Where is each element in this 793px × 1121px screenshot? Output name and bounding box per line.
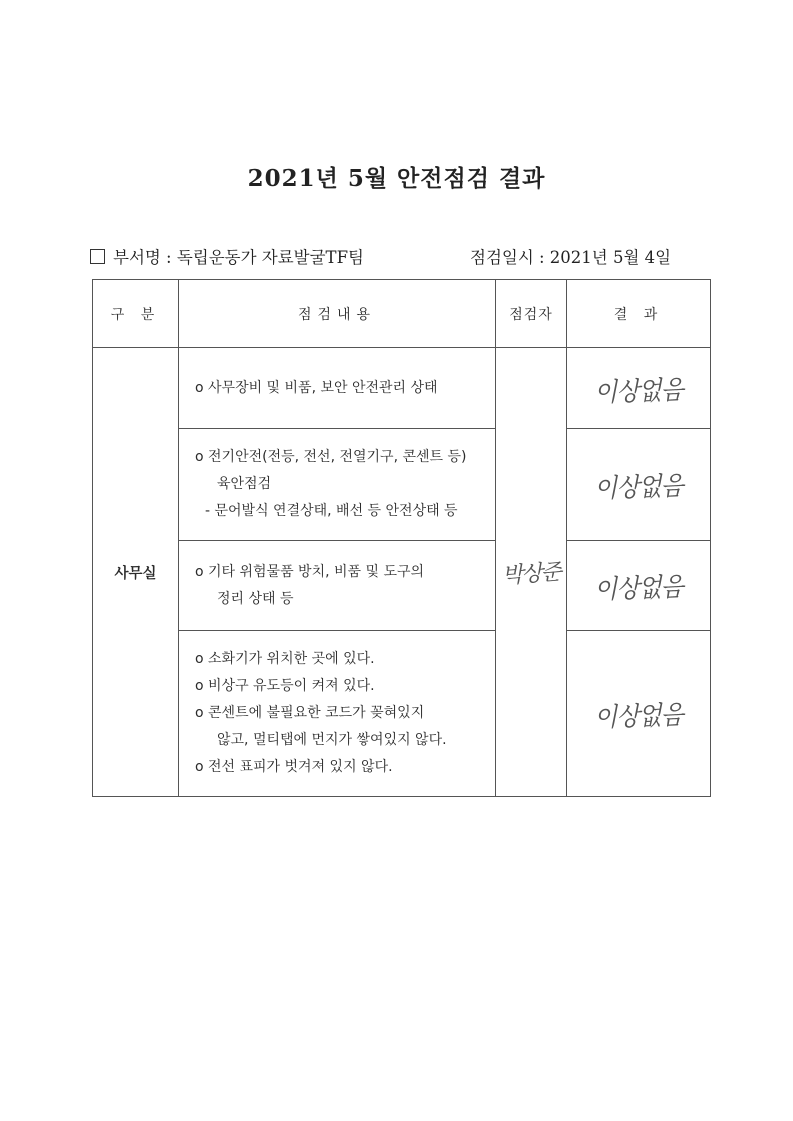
result-cell [567,348,711,429]
table-row [93,541,711,631]
inspector-signature: 박상준 [501,559,561,589]
header-content: 점검내용 [179,280,496,348]
header-inspector: 점검자 [496,280,567,348]
content-line: 않고, 멀티탭에 먼지가 쌓여있지 않다. [217,732,447,748]
content-line: o 비상구 유도등이 켜져 있다. [195,678,375,694]
department-label: 부서명 : 독립운동가 자료발굴TF팀 [113,248,364,267]
table-row [93,348,711,429]
content-line: - 문어발식 연결상태, 배선 등 안전상태 등 [205,503,458,519]
inspection-date: 점검일시 : 2021년 5월 4일 [470,248,672,267]
result-cell [567,429,711,541]
content-line: o 콘센트에 불필요한 코드가 꽂혀있지 [195,705,425,721]
content-line: 육안점검 [217,476,272,492]
table-row [93,429,711,541]
header-category: 구 분 [93,280,179,348]
content-line: o 사무장비 및 비품, 보안 안전관리 상태 [195,379,438,396]
content-cell [179,429,496,541]
result-cell [567,541,711,631]
result-handwritten: 이상없음 [593,571,684,605]
content-cell [179,348,496,429]
content-cell [179,631,496,797]
department-line [90,244,364,268]
content-line: o 전기안전(전등, 전선, 전열기구, 콘센트 등) [195,449,467,465]
content-line: 정리 상태 등 [217,590,294,607]
content-line: o 소화기가 위치한 곳에 있다. [195,651,375,667]
result-handwritten: 이상없음 [593,470,684,504]
inspector-cell [496,348,567,797]
content-line: o 전선 표피가 벗겨져 있지 않다. [195,759,393,775]
result-cell [567,631,711,797]
checkbox-icon [90,249,105,264]
result-handwritten: 이상없음 [593,374,684,408]
result-handwritten: 이상없음 [593,699,684,733]
document-title: 2021년 5월 안전점검 결과 [247,165,546,192]
content-cell [179,541,496,631]
category-cell: 사무실 [93,348,179,797]
content-line: o 기타 위험물품 방치, 비품 및 도구의 [195,563,425,580]
inspection-table [92,279,711,797]
header-result: 결 과 [567,280,711,348]
table-row [93,631,711,797]
table-header-row [93,280,711,348]
